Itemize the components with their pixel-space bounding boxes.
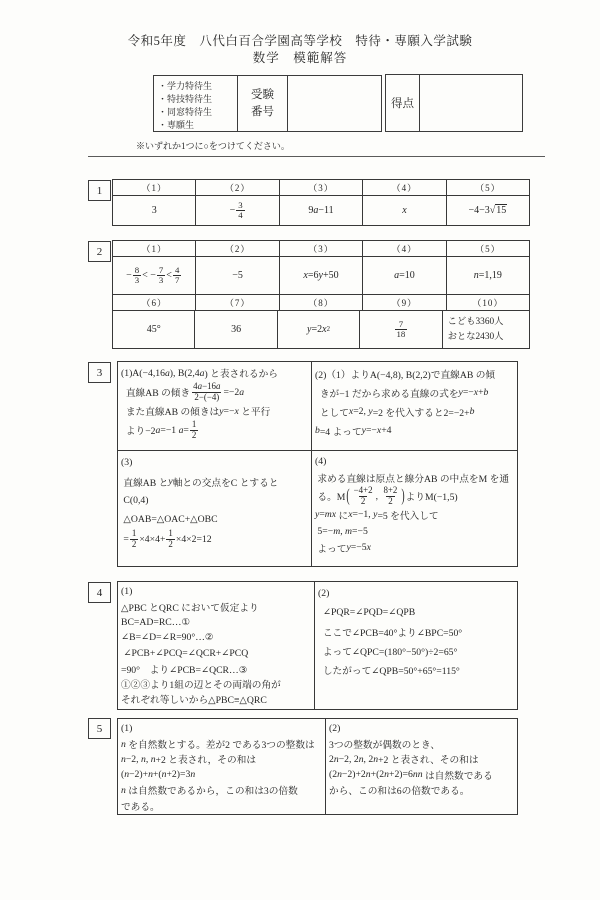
q2-column-header: （8） (279, 295, 362, 310)
text-line: (2 n −2)+2 n +(2 n +2)=6 n n は自然数である (329, 769, 493, 782)
q2-answer-cell: x =6 y +50 (279, 257, 362, 294)
text-line: △OAB=△OAC+△OBC (121, 514, 218, 525)
text-line: 直線AB と y 軸との交点をC とすると (121, 476, 279, 489)
q1-column-header: （4） (362, 180, 445, 195)
q2-answer-cell: n =1,19 (446, 257, 529, 294)
text-line: それぞれ等しいから△PBC≡△QRC (121, 695, 267, 707)
q2-header-row-b (113, 294, 529, 311)
q1-answer-cell: x (362, 196, 445, 225)
q1-answer-cell: 9 a −11 (279, 196, 362, 225)
text-line: ・専願生 (158, 120, 195, 130)
text-line: =90° より∠PCB=∠QCR…③ (121, 664, 248, 676)
text-line: 求める直線は原点と線分AB の中点をM を通 (315, 473, 510, 485)
q2-answer-cell: 7 18 (359, 311, 441, 348)
question-number-4: 4 (88, 582, 111, 603)
q5-solution-box (117, 718, 518, 815)
question-number-1: 1 (88, 180, 111, 201)
q1-column-header: （3） (279, 180, 362, 195)
text-line: (4) (315, 455, 327, 467)
text-line: 直線AB の傾き 4a−16a 2−(−4) =−2 a (121, 381, 245, 402)
q1-header-row (113, 180, 529, 196)
q2-answer-row-b (113, 311, 529, 348)
text-line: C(0,4) (121, 495, 149, 506)
text-line: ∠PCB+∠PCQ=∠QCR+∠PCQ (121, 647, 249, 659)
q1-answer-cell: 3 (151, 205, 157, 216)
document-subtitle: 数学 模範解答 (252, 51, 348, 65)
text-line: よって∠QPC=(180°−50°)÷2=65° (318, 646, 458, 658)
divider-line (88, 156, 545, 157)
text-line: 3つの整数が偶数のとき、 (329, 740, 441, 752)
q2-column-header: （4） (362, 241, 445, 256)
text-line: (2)（1）よりA(−4,8), B(2,2)で直線AB の傾 (315, 369, 496, 381)
question-number-2: 2 (88, 241, 111, 262)
document-title: 令和5年度 八代白百合学園高等学校 特待・専願入学試験 (127, 34, 473, 48)
text-line: ①②③より1組の辺とその両端の角が (121, 680, 281, 692)
question-number-5: 5 (88, 718, 111, 739)
text-line: ここで∠PCB=40°より∠BPC=50° (318, 627, 463, 639)
text-line: = 1 2 ×4×4+ 1 2 ×4×2=12 (121, 528, 212, 549)
q2-answer-cell: 36 (194, 311, 276, 348)
q2-column-header: （1） (141, 244, 167, 254)
q2-answer-cell: − 8 3 < − 7 3 < 4 7 (126, 264, 180, 285)
q2-column-header: （6） (141, 298, 167, 308)
q1-column-header: （1） (141, 183, 167, 193)
text-line: (3) (121, 457, 133, 468)
text-line: 2 n −2, 2 n , 2 n +2 と表され、その和は (329, 753, 479, 767)
text-line: から、この和は6の倍数である。 (329, 786, 470, 798)
exam-number-field (288, 76, 381, 131)
q2-column-header: （2） (195, 241, 278, 256)
q2-answer-cell: 45° (146, 324, 161, 335)
text-line: n −2, n , n +2 と表され，その和は (121, 753, 257, 767)
score-label: 得点 (386, 75, 420, 131)
text-line: ∠B=∠D=∠R=90°…② (121, 632, 214, 644)
text-line: きが−1 だから求める直線の式を y =− x + b (315, 387, 489, 400)
text-line: n を自然数とする。差が2 である3つの整数は (121, 738, 315, 752)
text-line: 5=− m , m =−5 (315, 525, 368, 537)
q2-answer-cell: こども3360人 おとな2430人 (442, 311, 529, 348)
q2-answer-cell: −5 (195, 257, 278, 294)
q3-part1-solution (118, 362, 311, 450)
text-line: ・特技特待生 (158, 94, 213, 104)
q2-column-header: （9） (362, 295, 445, 310)
q3-part3-solution (118, 450, 311, 566)
score-box (385, 74, 523, 132)
text-line: (2) (329, 723, 341, 735)
text-line: ・学力特待生 (158, 81, 213, 91)
text-line: △PBC とQRC において仮定より (121, 603, 259, 615)
q3-part4-solution (311, 450, 517, 566)
q1-column-header: （2） (195, 180, 278, 195)
q5-part1-solution (118, 719, 325, 814)
question-number-3: 3 (88, 362, 111, 383)
text-line: よって y =−5 x (315, 542, 371, 555)
text-line: (2) (318, 588, 330, 599)
q1-answer-cell: − 3 4 (195, 196, 278, 225)
q2-column-header: （5） (446, 241, 529, 256)
text-line: また直線AB の傾きは y =− x と平行 (121, 405, 271, 419)
text-line: (1) (121, 586, 133, 598)
q2-column-header: （10） (446, 295, 529, 310)
text-line: ・同窓特待生 (158, 107, 213, 117)
q2-answer-cell: a =10 (362, 257, 445, 294)
text-line: である。 (121, 801, 160, 813)
q1-answer-row (113, 196, 529, 225)
q2-column-header: （3） (279, 241, 362, 256)
exam-number-label-line2: 番号 (251, 105, 274, 118)
score-field (420, 75, 522, 131)
q4-solution-box (117, 581, 518, 710)
exam-number-label (238, 76, 288, 131)
q2-answer-table (112, 240, 530, 349)
text-line: として x =2, y =2 を代入すると2=−2+ b (315, 406, 475, 419)
q2-column-header: （7） (195, 295, 278, 310)
text-line: (1) (121, 723, 133, 735)
text-line: n は自然数であるから，この和は3の倍数 (121, 784, 298, 798)
text-line: (1)A(−4,16 a ), B(2,4 a ) と表されるから (121, 367, 278, 380)
q2-header-row-a (113, 241, 529, 257)
text-line: より−2 a =−1 a = 1 2 (121, 419, 197, 440)
text-line: y = mx に x =−1, y =5 を代入して (315, 509, 439, 522)
q5-part2-solution (325, 719, 517, 814)
q4-part2-solution (314, 582, 517, 709)
text-line: ∠PQR=∠PQD=∠QPB (318, 607, 416, 618)
text-line: b =4 よって y =− x +4 (315, 425, 392, 438)
q3-solution-box (117, 361, 518, 567)
q2-answer-row-a (113, 257, 529, 294)
q1-answer-table (112, 179, 530, 226)
q1-column-header: （5） (446, 180, 529, 195)
applicant-type-list (154, 76, 238, 131)
text-line: る。M ( −4+2 2 , 8+2 2 ) よりM(−1,5) (315, 485, 458, 507)
text-line: したがって∠QPB=50°+65°=115° (318, 665, 460, 677)
q4-part1-solution (118, 582, 314, 709)
exam-number-label-line1: 受験 (251, 88, 274, 101)
circle-one-note: ※いずれか1つに○をつけてください。 (136, 141, 290, 151)
text-line: ( n −2)+ n +( n +2)=3 n (121, 769, 196, 781)
q2-answer-cell: y =2 x 2 (277, 311, 359, 348)
applicant-info-box (153, 75, 382, 132)
text-line: BC=AD=RC…① (121, 616, 191, 628)
q3-part2-solution (311, 362, 517, 450)
q1-answer-cell: −4−3 √15 (446, 196, 529, 225)
